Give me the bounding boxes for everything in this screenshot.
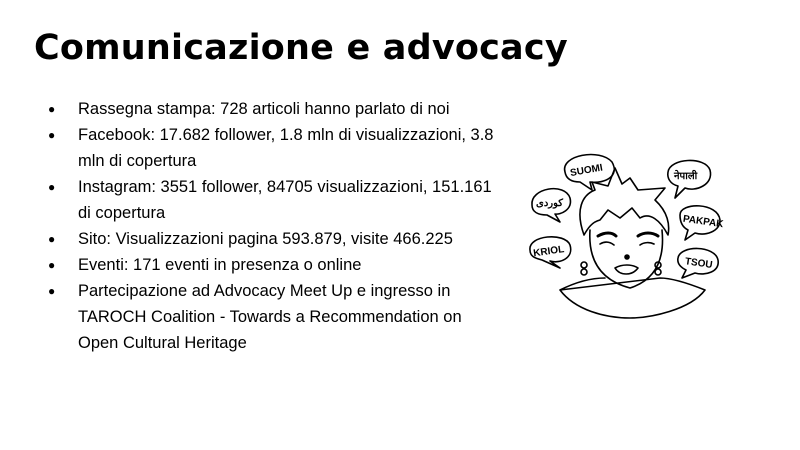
speech-bubble-nepali xyxy=(668,160,711,198)
slide-title: Comunicazione e advocacy xyxy=(34,28,568,68)
speech-bubble-kurdish xyxy=(532,189,571,222)
svg-text:नेपाली: नेपाली xyxy=(674,171,698,182)
svg-text:SUOMI: SUOMI xyxy=(569,162,604,180)
speech-bubble-tsou xyxy=(678,248,718,278)
speech-bubble-kriol xyxy=(530,237,571,268)
bullet-site: ● Sito: Visualizzazioni pagina 593.879, visite 466.225 xyxy=(48,226,498,252)
languages-illustration xyxy=(520,140,740,340)
bullet-instagram: ● Instagram: 3551 follower, 84705 visualizzazioni, 151.161 di copertura xyxy=(48,174,498,226)
bullet-list xyxy=(48,96,498,356)
bullet-advocacy: ● Partecipazione ad Advocacy Meet Up e ingresso in TAROCH Coalition - Towards a Recommendation on Open Cultural Heritage xyxy=(48,278,498,356)
speech-bubble-suomi xyxy=(565,155,615,190)
svg-text:KRIOL: KRIOL xyxy=(532,244,565,260)
bullet-press: ● Rassegna stampa: 728 articoli hanno parlato di noi xyxy=(48,96,498,122)
svg-text:PAKPAK: PAKPAK xyxy=(682,213,725,231)
bullet-events: ● Eventi: 171 eventi in presenza o online xyxy=(48,252,498,278)
speech-bubble-pakpak xyxy=(680,206,725,240)
svg-text:کوردی: کوردی xyxy=(536,198,564,209)
bullet-facebook: ● Facebook: 17.682 follower, 1.8 mln di visualizzazioni, 3.8 mln di copertura xyxy=(48,122,498,174)
svg-text:TSOU: TSOU xyxy=(684,256,714,271)
